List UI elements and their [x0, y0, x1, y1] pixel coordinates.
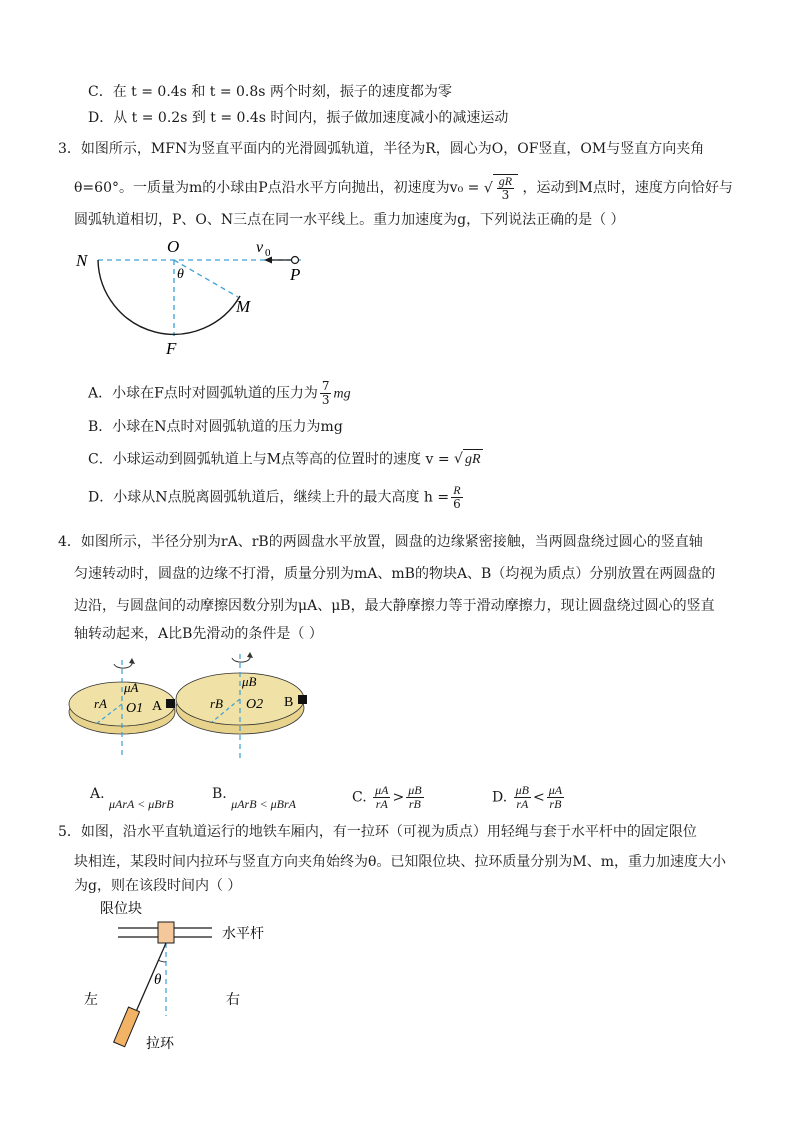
q3-option-c-sqrt: √ gR	[454, 449, 482, 470]
label-limit-block: 限位块	[100, 902, 142, 917]
q4-stem-line4: 轴转动起来，A比B先滑动的条件是（ ）	[74, 626, 323, 642]
q3-stem-line2b: ，运动到M点时，速度方向恰好与	[522, 180, 733, 196]
q5-stem-line1: 5．如图，沿水平直轨道运行的地铁车厢内，有一拉环（可视为质点）用轻绳与套于水平杆中的固定限位	[58, 824, 697, 840]
q4-option-c-op: >	[392, 789, 405, 806]
block-a	[166, 699, 175, 708]
q4-option-d-r-num: μA	[548, 783, 563, 797]
q4-option-d-r-den: rB	[549, 797, 562, 811]
q3-label-F: F	[166, 339, 177, 358]
pull-ring-body	[114, 1007, 140, 1047]
q3-v0-num: gR	[498, 174, 513, 188]
q4-option-b-label: B.	[212, 786, 227, 802]
rotation-arrowhead-a	[129, 658, 135, 664]
q3-option-d	[88, 484, 465, 511]
q3-label-O: O	[167, 237, 180, 256]
label-left: 左	[84, 993, 98, 1008]
q3-figure	[70, 232, 330, 362]
q4-option-b-expr: μArB < μBrA	[231, 797, 297, 811]
q4-option-d-label: D.	[492, 789, 508, 806]
block-b	[298, 695, 307, 704]
q3-arc-track	[98, 260, 240, 334]
label-horizontal-rod: 水平杆	[222, 927, 264, 942]
q3-stem-line2a: θ=60°。一质量为m的小球由P点沿水平方向抛出，初速度为v₀ =	[74, 180, 480, 196]
q4-option-d-l-num: μB	[515, 783, 529, 797]
pull-ring	[114, 1007, 140, 1047]
q4-option-c-r-den: rB	[408, 797, 421, 811]
q3-option-c-rad: gR	[463, 449, 483, 470]
q4-option-c-l-num: μA	[375, 783, 389, 797]
q3-option-a-den: 3	[321, 393, 330, 407]
label-right: 右	[226, 993, 240, 1008]
q5-figure	[80, 896, 300, 1056]
q4-option-c-r-num: μB	[408, 783, 422, 797]
label-o2: O2	[246, 697, 264, 712]
q3-option-b: B．小球在N点时对圆弧轨道的压力为mg	[88, 419, 343, 435]
q3-option-d-text: D．小球从N点脱离圆弧轨道后，继续上升的最大高度 h =	[88, 489, 450, 506]
q3-stem-line3: 圆弧轨道相切，P、O、N三点在同一水平线上。重力加速度为g，下列说法正确的是（ ）	[74, 212, 625, 228]
q3-option-a-mg: mg	[333, 386, 351, 402]
q3-label-N: N	[76, 251, 88, 270]
q5-stem-line3: 为g，则在该段时间内（ ）	[74, 878, 242, 894]
limit-block	[158, 922, 174, 943]
q4-stem-line2: 匀速转动时，圆盘的边缘不打滑，质量分别为mA、mB的物块A、B（均视为质点）分别放置在两圆盘的	[74, 566, 716, 582]
label-r-b: rB	[210, 696, 223, 711]
q4-stem-line1: 4．如图所示，半径分别为rA、rB的两圆盘水平放置，圆盘的边缘紧密接触，当两圆盘绕过圆心的竖直轴	[58, 534, 703, 550]
q3-option-d-num: R	[451, 484, 463, 498]
q4-option-d-l-den: rA	[516, 797, 529, 811]
q4-option-c-l-den: rA	[375, 797, 388, 811]
q4-option-a-expr: μArA < μBrB	[109, 797, 174, 811]
q3-ball-P	[292, 257, 299, 264]
q3-option-a-num: 7	[321, 379, 330, 393]
q4-option-d-op: <	[533, 789, 545, 806]
label-r-a: rA	[94, 696, 107, 711]
q4-option-c-label: C.	[352, 789, 367, 806]
q3-option-a	[88, 380, 351, 407]
q4-option-c	[352, 784, 426, 811]
label-theta: θ	[154, 972, 162, 988]
q4-option-b	[212, 784, 297, 811]
label-o1: O1	[126, 701, 144, 716]
q3-label-v: v	[256, 239, 264, 256]
q3-label-M: M	[236, 297, 251, 316]
q3-label-theta: θ	[177, 267, 184, 282]
label-pull-ring: 拉环	[146, 1037, 174, 1052]
q4-stem-line3: 边沿，与圆盘间的动摩擦因数分别为μA、μB，最大静摩擦力等于滑动摩擦力，现让圆盘绕过圆心的竖直	[74, 598, 715, 614]
q2-option-d: D．从 t = 0.2s 到 t = 0.4s 时间内，振子做加速度减小的减速运动	[88, 110, 509, 126]
label-mu-a: μA	[124, 680, 139, 695]
q3-v0-sqrt: √ $\frac{gR}{3}$	[484, 174, 518, 202]
q2-option-c: C．在 t = 0.4s 和 t = 0.8s 两个时刻，振子的速度都为零	[88, 84, 452, 100]
label-mu-b: μB	[242, 674, 257, 689]
q3-v0-den: 3	[501, 188, 510, 202]
q3-option-c	[88, 449, 483, 470]
q4-option-d	[492, 784, 566, 811]
q3-stem-line2	[74, 174, 733, 202]
q4-option-a	[90, 784, 174, 811]
q4-figure	[66, 646, 326, 764]
label-a: A	[152, 699, 163, 714]
label-b: B	[284, 695, 294, 710]
q4-option-a-label: A.	[90, 786, 105, 802]
q3-option-c-text: C．小球运动到圆弧轨道上与M点等高的位置时的速度 v =	[88, 451, 450, 468]
q3-label-P: P	[290, 265, 301, 284]
q3-label-v-sub: 0	[265, 247, 271, 259]
rotation-arrowhead-b	[247, 652, 253, 658]
q3-option-a-text: A．小球在F点时对圆弧轨道的压力为	[88, 385, 318, 402]
q5-stem-line2: 块相连，某段时间内拉环与竖直方向夹角始终为θ。已知限位块、拉环质量分别为M、m，重力加速度大小	[74, 854, 727, 870]
q3-stem-line1: 3．如图所示，MFN为竖直平面内的光滑圆弧轨道，半径为R，圆心为O，OF竖直，OM与竖直方向夹角	[58, 141, 705, 157]
q3-option-d-den: 6	[453, 497, 461, 511]
theta-arc	[158, 960, 166, 962]
